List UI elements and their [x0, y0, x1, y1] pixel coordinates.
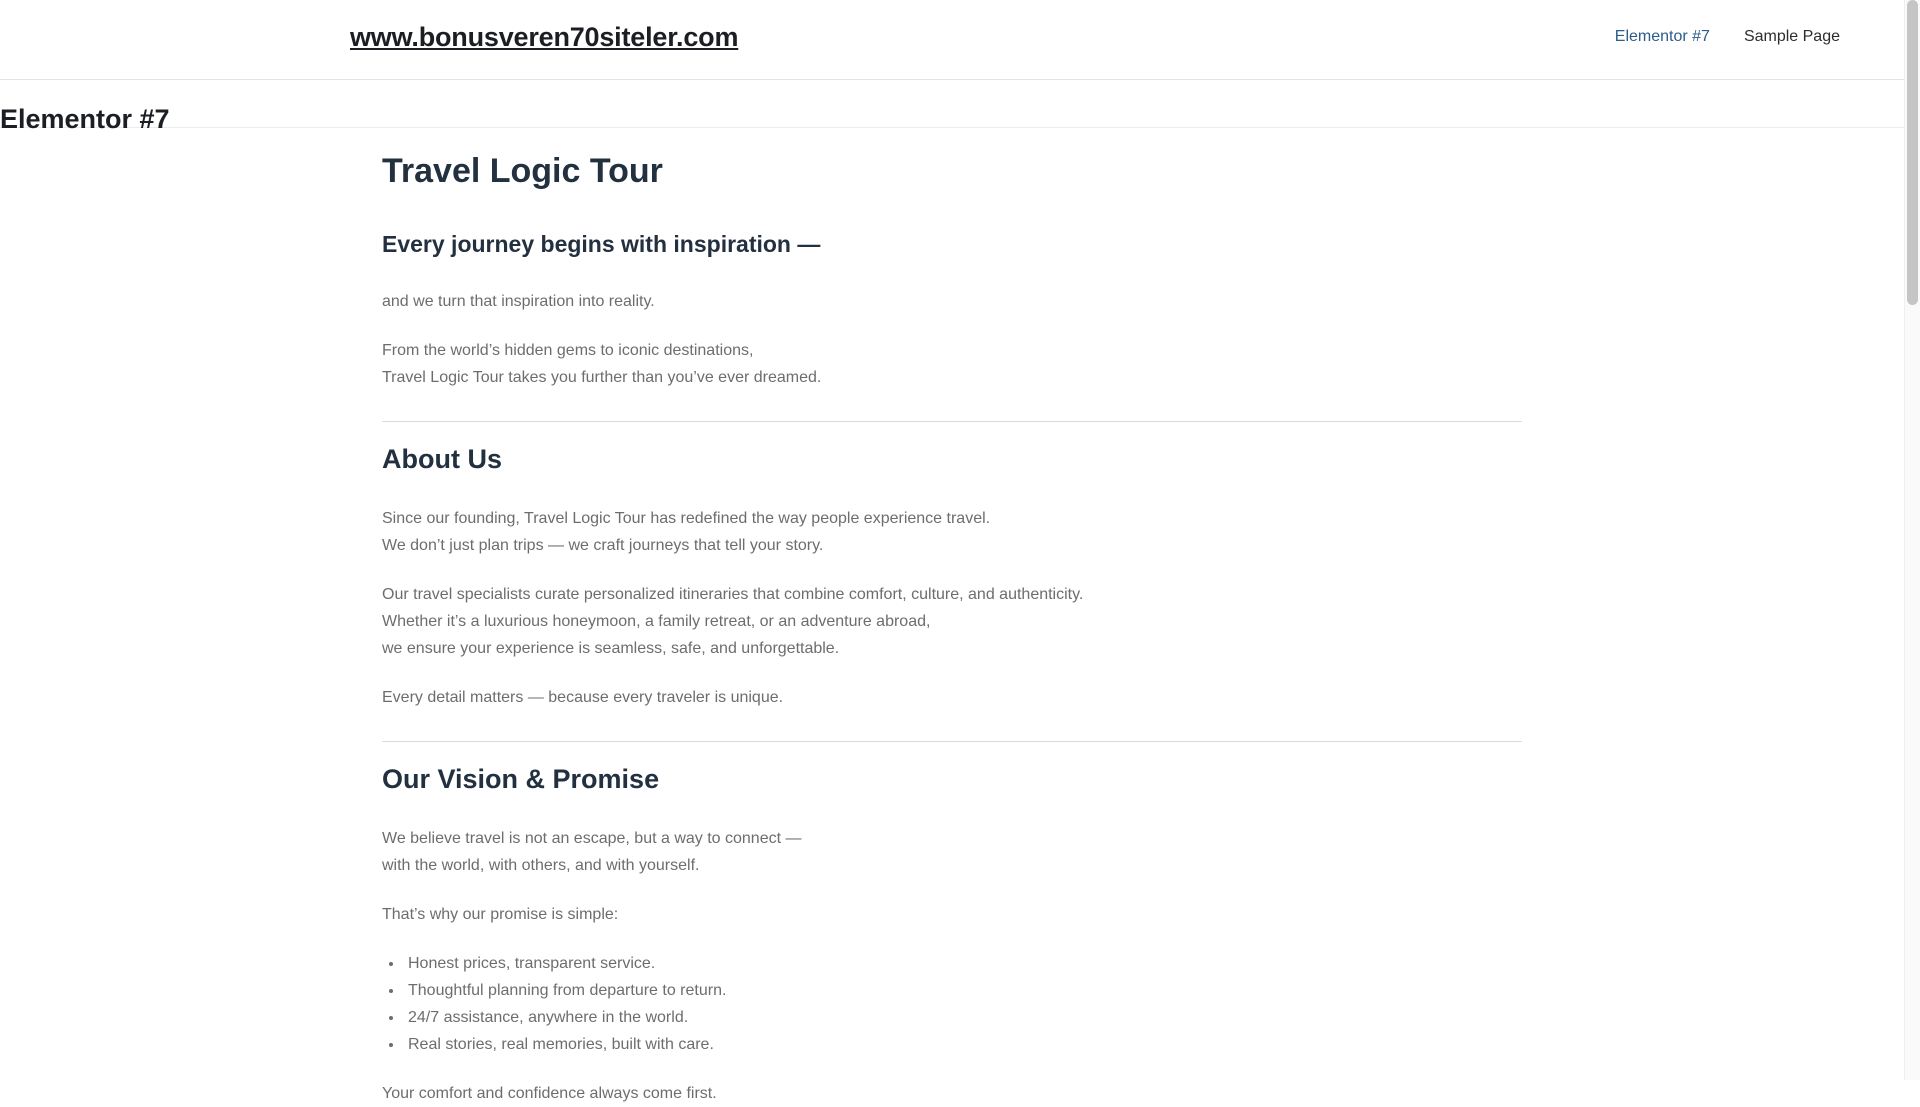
- section-heading-about-us: About Us: [382, 443, 502, 474]
- about-paragraph-2-line-1: Our travel specialists curate personalized itineraries that combine comfort, culture, and authenticity.: [382, 585, 1084, 603]
- section-heading-vision-promise: Our Vision & Promise: [382, 763, 660, 794]
- article-intro-line-1: and we turn that inspiration into reality.: [382, 292, 655, 310]
- promise-list: [382, 950, 1522, 1058]
- page-scrollbar-thumb[interactable]: [1907, 0, 1918, 305]
- article-title: Travel Logic Tour: [382, 152, 663, 190]
- article-subtitle: Every journey begins with inspiration —: [382, 230, 821, 257]
- list-item: • Honest prices, transparent service.: [404, 950, 1522, 977]
- about-paragraph-2-line-2: Whether it’s a luxurious honeymoon, a family retreat, or an adventure abroad,: [382, 612, 931, 630]
- about-paragraph-1-line-2: We don’t just plan trips — we craft journeys that tell your story.: [382, 536, 824, 554]
- about-paragraph-1-line-1: Since our founding, Travel Logic Tour has redefined the way people experience travel.: [382, 509, 991, 527]
- site-header: [0, 0, 1920, 80]
- page-title: Elementor #7: [0, 104, 170, 135]
- vision-paragraph-1-line-2: with the world, with others, and with yourself.: [382, 856, 700, 874]
- vision-paragraph-2: That’s why our promise is simple:: [382, 905, 619, 923]
- nav-link-sample-page[interactable]: Sample Page: [1743, 28, 1840, 45]
- article-intro-line-3: Travel Logic Tour takes you further than you’ve ever dreamed.: [382, 368, 822, 386]
- vision-paragraph-3: Your comfort and confidence always come first.: [382, 1084, 717, 1102]
- about-paragraph-3: Every detail matters — because every traveler is unique.: [382, 688, 784, 706]
- primary-nav: [1615, 28, 1840, 46]
- nav-link-elementor-7[interactable]: Elementor #7: [1614, 28, 1710, 45]
- list-item: • Real stories, real memories, built with care.: [404, 1031, 1522, 1058]
- list-item: • Thoughtful planning from departure to return.: [404, 977, 1522, 1004]
- list-item: • 24/7 assistance, anywhere in the world.: [404, 1004, 1522, 1031]
- page-scrollbar[interactable]: [1904, 0, 1920, 1080]
- site-title[interactable]: www.bonusveren70siteler.com: [350, 22, 739, 52]
- article-content: [382, 150, 1522, 1107]
- article-intro-line-2: From the world’s hidden gems to iconic destinations,: [382, 341, 754, 359]
- vision-paragraph-1-line-1: We believe travel is not an escape, but a way to connect —: [382, 829, 802, 847]
- about-paragraph-2-line-3: we ensure your experience is seamless, safe, and unforgettable.: [382, 639, 840, 657]
- page-title-band: [0, 80, 1920, 135]
